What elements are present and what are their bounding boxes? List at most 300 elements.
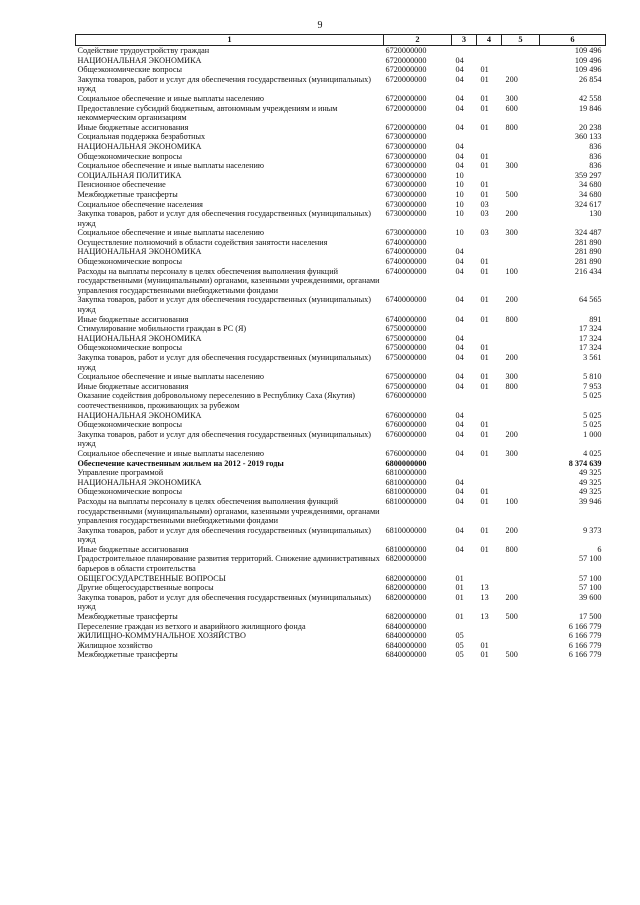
row-expense-type xyxy=(502,487,540,497)
row-code: 6760000000 xyxy=(385,448,427,458)
row-code: 6750000000 xyxy=(385,353,427,362)
row-subsection xyxy=(477,46,502,56)
row-subsection: 01 xyxy=(480,496,489,506)
row-subsection: 01 xyxy=(480,487,489,497)
row-expense-type: 800 xyxy=(505,122,518,132)
row-code: 6810000000 xyxy=(385,477,427,487)
row-code: 6730000000 xyxy=(385,132,427,142)
row-name: СОЦИАЛЬНАЯ ПОЛИТИКА xyxy=(77,170,182,180)
row-amount: 836 xyxy=(589,161,602,171)
row-section: 01 xyxy=(455,583,464,593)
table-row xyxy=(76,583,606,593)
table-row xyxy=(76,391,606,410)
row-section: 01 xyxy=(455,573,464,583)
table-row xyxy=(76,411,606,421)
row-subsection xyxy=(477,171,502,181)
row-expense-type: 200 xyxy=(505,74,518,84)
row-code: 6740000000 xyxy=(385,237,427,247)
row-code: 6750000000 xyxy=(385,333,427,343)
row-name: Градостроительное планирование развития территорий. Снижение административных барьеров в области строительства xyxy=(77,554,380,574)
row-name: Общеэкономические вопросы xyxy=(77,343,183,353)
row-section: 04 xyxy=(455,103,464,113)
table-row xyxy=(76,65,606,75)
row-name: Обеспечение качественным жильем на 2012 - 2019 годы xyxy=(77,458,284,468)
row-code: 6720000000 xyxy=(385,55,427,65)
row-name: Межбюджетные трансферты xyxy=(77,650,178,660)
row-section: 10 xyxy=(455,199,464,209)
row-expense-type xyxy=(502,56,540,66)
row-section: 04 xyxy=(455,151,464,161)
budget-table xyxy=(75,34,606,660)
row-subsection: 01 xyxy=(480,161,489,171)
table-row xyxy=(76,200,606,210)
table-row xyxy=(76,295,606,314)
row-name: Общеэкономические вопросы xyxy=(77,487,183,497)
row-name: Иные бюджетные ассигнования xyxy=(77,381,189,391)
row-subsection: 01 xyxy=(480,295,489,305)
table-row xyxy=(76,75,606,94)
row-expense-type: 200 xyxy=(505,592,518,602)
table-row xyxy=(76,641,606,651)
table-row xyxy=(76,94,606,104)
row-section: 10 xyxy=(455,228,464,238)
row-name: Предоставление субсидий бюджетным, автономным учреждениям и иным некоммерческим организациям xyxy=(77,103,338,123)
row-section: 10 xyxy=(455,170,464,180)
row-subsection: 01 xyxy=(480,381,489,391)
table-row xyxy=(76,343,606,353)
table-row xyxy=(76,612,606,622)
row-amount: 39 946 xyxy=(578,496,602,506)
row-expense-type xyxy=(502,641,540,651)
table-row xyxy=(76,449,606,459)
row-expense-type: 500 xyxy=(505,189,518,199)
table-row xyxy=(76,132,606,142)
table-row xyxy=(76,622,606,632)
row-name: НАЦИОНАЛЬНАЯ ЭКОНОМИКА xyxy=(77,477,202,487)
row-section: 04 xyxy=(455,122,464,132)
row-subsection xyxy=(477,132,502,142)
row-code: 6720000000 xyxy=(385,74,427,84)
row-code: 6720000000 xyxy=(385,122,427,132)
row-subsection xyxy=(477,56,502,66)
row-expense-type xyxy=(502,583,540,593)
row-subsection xyxy=(477,247,502,257)
row-name: Общеэкономические вопросы xyxy=(77,151,183,161)
table-row xyxy=(76,46,606,56)
row-section: 01 xyxy=(455,612,464,622)
row-section xyxy=(452,238,477,248)
row-name: Пенсионное обеспечение xyxy=(77,180,166,190)
row-code: 6840000000 xyxy=(385,631,427,641)
row-code: 6760000000 xyxy=(385,391,427,401)
row-section: 05 xyxy=(455,650,464,660)
row-code: 6730000000 xyxy=(385,228,427,238)
row-code: 6760000000 xyxy=(385,420,427,430)
row-subsection xyxy=(477,334,502,344)
row-subsection: 01 xyxy=(480,525,489,535)
row-name: Социальное обеспечение населения xyxy=(77,199,203,209)
row-name: Расходы на выплаты персоналу в целях обеспечения выполнения функций государственными (муниципальными) органами, казенными учреждениями, органами управления государственными внебюджетными фондами xyxy=(77,266,380,295)
row-amount: 57 100 xyxy=(578,554,602,564)
row-name: Социальное обеспечение и иные выплаты населению xyxy=(77,448,264,458)
table-row xyxy=(76,56,606,66)
row-subsection xyxy=(477,324,502,334)
row-code: 6730000000 xyxy=(385,209,427,219)
row-amount: 5 025 xyxy=(583,410,602,420)
row-code: 6730000000 xyxy=(385,180,427,190)
row-subsection: 01 xyxy=(480,103,489,113)
page-number: 9 xyxy=(317,20,323,31)
row-expense-type: 100 xyxy=(505,266,518,276)
row-name: Закупка товаров, работ и услуг для обеспечения государственных (муниципальных) нужд xyxy=(77,429,371,449)
row-name: Закупка товаров, работ и услуг для обеспечения государственных (муниципальных) нужд xyxy=(77,353,371,372)
row-section: 05 xyxy=(455,640,464,650)
row-name: Социальное обеспечение и иные выплаты населению xyxy=(77,161,264,171)
row-amount: 6 166 779 xyxy=(568,621,602,631)
row-amount: 19 846 xyxy=(578,103,602,113)
table-row xyxy=(76,334,606,344)
table-row xyxy=(76,468,606,478)
row-expense-type xyxy=(502,574,540,584)
row-expense-type xyxy=(502,152,540,162)
row-section xyxy=(452,468,477,478)
row-expense-type xyxy=(502,46,540,56)
row-amount: 216 434 xyxy=(574,266,602,276)
row-name: Межбюджетные трансферты xyxy=(77,189,178,199)
row-subsection: 01 xyxy=(480,266,489,276)
row-expense-type: 800 xyxy=(505,314,518,324)
row-subsection: 01 xyxy=(480,420,489,430)
row-expense-type xyxy=(502,180,540,190)
row-name: Содействие трудоустройству граждан xyxy=(77,46,210,55)
table-row xyxy=(76,257,606,267)
row-name: ЖИЛИЩНО-КОММУНАЛЬНОЕ ХОЗЯЙСТВО xyxy=(77,631,246,641)
row-amount: 360 133 xyxy=(574,132,602,142)
row-subsection: 01 xyxy=(480,257,489,267)
row-name: Иные бюджетные ассигнования xyxy=(77,544,189,554)
row-amount: 359 297 xyxy=(574,170,602,180)
table-row xyxy=(76,372,606,382)
table-body xyxy=(76,46,606,661)
table-row xyxy=(76,228,606,238)
row-amount: 20 238 xyxy=(578,122,602,132)
row-expense-type xyxy=(502,468,540,478)
row-subsection xyxy=(477,468,502,478)
table-row xyxy=(76,152,606,162)
row-code: 6740000000 xyxy=(385,247,427,257)
row-amount: 9 373 xyxy=(583,525,602,535)
table-row xyxy=(76,123,606,133)
row-subsection: 01 xyxy=(480,429,489,439)
row-subsection xyxy=(477,238,502,248)
row-amount: 26 854 xyxy=(578,74,602,84)
table-row xyxy=(76,324,606,334)
row-name: Иные бюджетные ассигнования xyxy=(77,314,189,324)
row-code: 6810000000 xyxy=(385,544,427,554)
row-section: 04 xyxy=(455,266,464,276)
row-section xyxy=(452,459,477,469)
row-code: 6820000000 xyxy=(385,592,427,602)
table-row xyxy=(76,487,606,497)
row-amount: 49 325 xyxy=(578,477,602,487)
row-expense-type xyxy=(502,171,540,181)
row-name: НАЦИОНАЛЬНАЯ ЭКОНОМИКА xyxy=(77,141,202,151)
row-subsection: 01 xyxy=(480,353,489,362)
row-name: Межбюджетные трансферты xyxy=(77,612,178,622)
row-section: 04 xyxy=(455,314,464,324)
table-row xyxy=(76,497,606,526)
row-expense-type: 200 xyxy=(505,429,518,439)
row-subsection xyxy=(477,391,502,410)
row-expense-type xyxy=(502,132,540,142)
row-expense-type: 100 xyxy=(505,496,518,506)
row-expense-type xyxy=(502,391,540,410)
row-expense-type: 300 xyxy=(505,448,518,458)
row-name: Социальное обеспечение и иные выплаты населению xyxy=(77,228,264,238)
row-expense-type: 200 xyxy=(505,209,518,219)
table-row xyxy=(76,459,606,469)
row-amount: 49 325 xyxy=(578,487,602,497)
row-amount: 324 487 xyxy=(574,228,602,238)
row-amount: 109 496 xyxy=(574,55,602,65)
row-code: 6750000000 xyxy=(385,381,427,391)
row-name: Социальное обеспечение и иные выплаты населению xyxy=(77,372,264,382)
table-row xyxy=(76,161,606,171)
row-amount: 17 324 xyxy=(578,343,602,353)
row-amount: 17 500 xyxy=(578,612,602,622)
row-section: 04 xyxy=(455,496,464,506)
table-row xyxy=(76,353,606,372)
row-subsection: 01 xyxy=(480,65,489,75)
table-row xyxy=(76,574,606,584)
table-row xyxy=(76,526,606,545)
row-amount: 109 496 xyxy=(574,46,602,55)
row-amount: 836 xyxy=(589,151,602,161)
table-row xyxy=(76,267,606,296)
row-name: ОБЩЕГОСУДАРСТВЕННЫЕ ВОПРОСЫ xyxy=(77,573,226,583)
row-subsection xyxy=(477,478,502,488)
table-row xyxy=(76,382,606,392)
table-row xyxy=(76,238,606,248)
row-amount: 57 100 xyxy=(578,573,602,583)
row-subsection: 01 xyxy=(480,189,489,199)
table-row xyxy=(76,631,606,641)
row-section: 04 xyxy=(455,55,464,65)
row-subsection: 01 xyxy=(480,544,489,554)
row-expense-type xyxy=(502,622,540,632)
row-section: 01 xyxy=(455,592,464,602)
row-code: 6820000000 xyxy=(385,583,427,593)
row-code: 6760000000 xyxy=(385,410,427,420)
row-expense-type xyxy=(502,478,540,488)
header-col-4: 4 xyxy=(477,35,502,46)
table-row xyxy=(76,104,606,123)
row-expense-type xyxy=(502,420,540,430)
row-code: 6750000000 xyxy=(385,324,427,334)
row-code: 6800000000 xyxy=(385,458,427,468)
row-expense-type xyxy=(502,343,540,353)
row-expense-type xyxy=(502,334,540,344)
row-amount: 8 374 639 xyxy=(568,458,602,468)
row-code: 6720000000 xyxy=(385,93,427,103)
row-section: 04 xyxy=(455,65,464,75)
row-code: 6730000000 xyxy=(385,141,427,151)
row-name: НАЦИОНАЛЬНАЯ ЭКОНОМИКА xyxy=(77,55,202,65)
row-code: 6740000000 xyxy=(385,295,427,305)
row-section xyxy=(452,46,477,56)
row-section: 04 xyxy=(455,74,464,84)
row-code: 6820000000 xyxy=(385,573,427,583)
row-code: 6730000000 xyxy=(385,170,427,180)
row-name: Переселение граждан из ветхого и аварийного жилищного фонда xyxy=(77,621,306,631)
row-subsection: 01 xyxy=(480,314,489,324)
row-code: 6820000000 xyxy=(385,554,427,564)
row-expense-type xyxy=(502,257,540,267)
row-name: Общеэкономические вопросы xyxy=(77,257,183,267)
row-amount: 836 xyxy=(589,141,602,151)
row-code: 6720000000 xyxy=(385,103,427,113)
row-code: 6810000000 xyxy=(385,487,427,497)
row-amount: 34 680 xyxy=(578,189,602,199)
row-subsection xyxy=(477,459,502,469)
row-subsection xyxy=(477,574,502,584)
row-name: Закупка товаров, работ и услуг для обеспечения государственных (муниципальных) нужд xyxy=(77,209,371,228)
row-expense-type: 200 xyxy=(505,295,518,305)
row-section: 10 xyxy=(455,189,464,199)
row-expense-type xyxy=(502,200,540,210)
row-code: 6720000000 xyxy=(385,46,427,55)
row-code: 6750000000 xyxy=(385,343,427,353)
row-section: 04 xyxy=(455,353,464,362)
row-name: Другие общегосударственные вопросы xyxy=(77,583,214,593)
row-section: 04 xyxy=(455,295,464,305)
row-expense-type: 800 xyxy=(505,544,518,554)
row-section xyxy=(452,324,477,334)
row-subsection xyxy=(477,631,502,641)
row-section: 04 xyxy=(455,477,464,487)
row-expense-type xyxy=(502,142,540,152)
row-expense-type: 300 xyxy=(505,228,518,238)
row-amount: 109 496 xyxy=(574,65,602,75)
row-subsection: 01 xyxy=(480,180,489,190)
row-expense-type: 300 xyxy=(505,372,518,382)
table-row xyxy=(76,545,606,555)
row-name: НАЦИОНАЛЬНАЯ ЭКОНОМИКА xyxy=(77,410,202,420)
table-row xyxy=(76,142,606,152)
row-section xyxy=(452,132,477,142)
row-name: Общеэкономические вопросы xyxy=(77,420,183,430)
row-name: Закупка товаров, работ и услуг для обеспечения государственных (муниципальных) нужд xyxy=(77,592,371,612)
row-code: 6840000000 xyxy=(385,650,427,660)
row-subsection: 03 xyxy=(480,228,489,238)
row-name: Закупка товаров, работ и услуг для обеспечения государственных (муниципальных) нужд xyxy=(77,74,371,94)
row-name: Жилищное хозяйство xyxy=(77,640,153,650)
table-row xyxy=(76,315,606,325)
row-amount: 39 600 xyxy=(578,592,602,602)
table-row xyxy=(76,171,606,181)
row-amount: 49 325 xyxy=(578,468,602,478)
row-section: 04 xyxy=(455,448,464,458)
row-section: 04 xyxy=(455,429,464,439)
row-section: 04 xyxy=(455,544,464,554)
row-expense-type xyxy=(502,65,540,75)
row-code: 6730000000 xyxy=(385,161,427,171)
row-amount: 34 680 xyxy=(578,180,602,190)
table-row xyxy=(76,478,606,488)
row-section: 05 xyxy=(455,631,464,641)
row-amount: 891 xyxy=(589,314,602,324)
row-expense-type: 200 xyxy=(505,525,518,535)
row-name: Социальная поддержка безработных xyxy=(77,132,206,142)
row-amount: 6 166 779 xyxy=(568,640,602,650)
row-subsection xyxy=(477,411,502,421)
row-section: 04 xyxy=(455,247,464,257)
row-section: 04 xyxy=(455,257,464,267)
row-code: 6740000000 xyxy=(385,266,427,276)
row-amount: 4 025 xyxy=(583,448,602,458)
row-expense-type xyxy=(502,247,540,257)
row-section: 04 xyxy=(455,487,464,497)
row-subsection: 01 xyxy=(480,151,489,161)
row-section xyxy=(452,391,477,410)
row-section: 10 xyxy=(455,180,464,190)
row-code: 6720000000 xyxy=(385,65,427,75)
row-expense-type xyxy=(502,631,540,641)
row-name: Иные бюджетные ассигнования xyxy=(77,122,189,132)
row-subsection: 01 xyxy=(480,448,489,458)
row-subsection: 01 xyxy=(480,640,489,650)
row-code: 6840000000 xyxy=(385,640,427,650)
row-expense-type xyxy=(502,411,540,421)
row-section: 04 xyxy=(455,161,464,171)
row-subsection: 01 xyxy=(480,74,489,84)
table-row xyxy=(76,209,606,228)
row-code: 6820000000 xyxy=(385,612,427,622)
row-expense-type: 800 xyxy=(505,381,518,391)
row-code: 6740000000 xyxy=(385,257,427,267)
row-amount: 281 890 xyxy=(574,247,602,257)
header-col-5: 5 xyxy=(502,35,540,46)
row-amount: 6 xyxy=(597,544,602,554)
row-name: Расходы на выплаты персоналу в целях обеспечения выполнения функций государственными (муниципальными) органами, казенными учреждениями, органами управления государственными внебюджетными фондами xyxy=(77,496,380,526)
row-expense-type: 500 xyxy=(505,650,518,660)
row-code: 6740000000 xyxy=(385,314,427,324)
row-amount: 5 810 xyxy=(583,372,602,382)
row-section: 04 xyxy=(455,343,464,353)
row-name: НАЦИОНАЛЬНАЯ ЭКОНОМИКА xyxy=(77,333,202,343)
row-code: 6810000000 xyxy=(385,496,427,506)
row-amount: 130 xyxy=(589,209,602,219)
table-row xyxy=(76,180,606,190)
row-subsection: 03 xyxy=(480,209,489,219)
row-amount: 17 324 xyxy=(578,333,602,343)
row-amount: 5 025 xyxy=(583,420,602,430)
row-section xyxy=(452,622,477,632)
row-name: Оказание содействия добровольному переселению в Республику Саха (Якутия) соотечественников, проживающих за рубежом xyxy=(77,391,355,410)
row-subsection xyxy=(477,622,502,632)
row-expense-type: 300 xyxy=(505,161,518,171)
row-name: Управление программой xyxy=(77,468,164,478)
table-row xyxy=(76,247,606,257)
row-section: 04 xyxy=(455,381,464,391)
row-expense-type xyxy=(502,554,540,573)
row-subsection: 01 xyxy=(480,93,489,103)
row-name: Социальное обеспечение и иные выплаты населению xyxy=(77,93,264,103)
row-expense-type: 500 xyxy=(505,612,518,622)
row-subsection: 01 xyxy=(480,650,489,660)
header-col-1: 1 xyxy=(76,35,384,46)
row-code: 6810000000 xyxy=(385,525,427,535)
